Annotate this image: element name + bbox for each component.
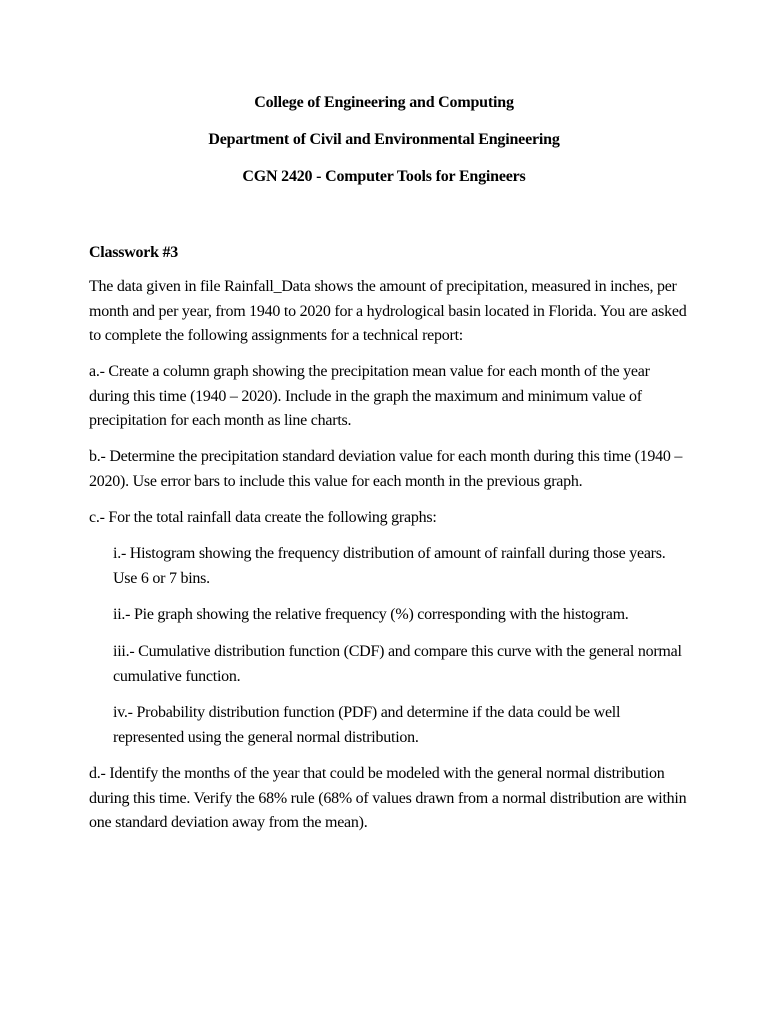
task-c-iv: iv.- Probability distribution function (PDF) and determine if the data could be well represented using the general normal distribution. xyxy=(113,704,621,746)
task-c-i: i.- Histogram showing the frequency distribution of amount of rainfall during those years. Use 6 or 7 bins. xyxy=(113,545,666,587)
task-a: a.- Create a column graph showing the precipitation mean value for each month of the year during this time (1940 – 2020). Include in the graph the maximum and minimum value of precipitation for each month as line charts. xyxy=(89,363,650,429)
department-heading: Department of Civil and Environmental Engineering xyxy=(208,131,560,148)
intro-paragraph: The data given in file Rainfall_Data shows the amount of precipitation, measured in inches, per month and per year, from 1940 to 2020 for a hydrological basin located in Florida. You are asked to complete the following assignments for a technical report: xyxy=(89,278,687,344)
task-c-iii: iii.- Cumulative distribution function (CDF) and compare this curve with the general normal cumulative function. xyxy=(113,643,682,685)
task-c-ii: ii.- Pie graph showing the relative frequency (%) corresponding with the histogram. xyxy=(113,606,629,623)
task-b: b.- Determine the precipitation standard deviation value for each month during this time (1940 – 2020). Use error bars to include this value for each month in the previous graph. xyxy=(89,448,683,490)
assignment-title: Classwork #3 xyxy=(89,244,179,261)
task-c: c.- For the total rainfall data create the following graphs: xyxy=(89,509,437,526)
course-heading: CGN 2420 - Computer Tools for Engineers xyxy=(242,168,526,185)
college-heading: College of Engineering and Computing xyxy=(254,94,514,111)
task-d: d.- Identify the months of the year that could be modeled with the general normal distribution during this time. Verify the 68% rule (68% of values drawn from a normal distribution are within one standard deviation away from the mean). xyxy=(89,765,687,831)
